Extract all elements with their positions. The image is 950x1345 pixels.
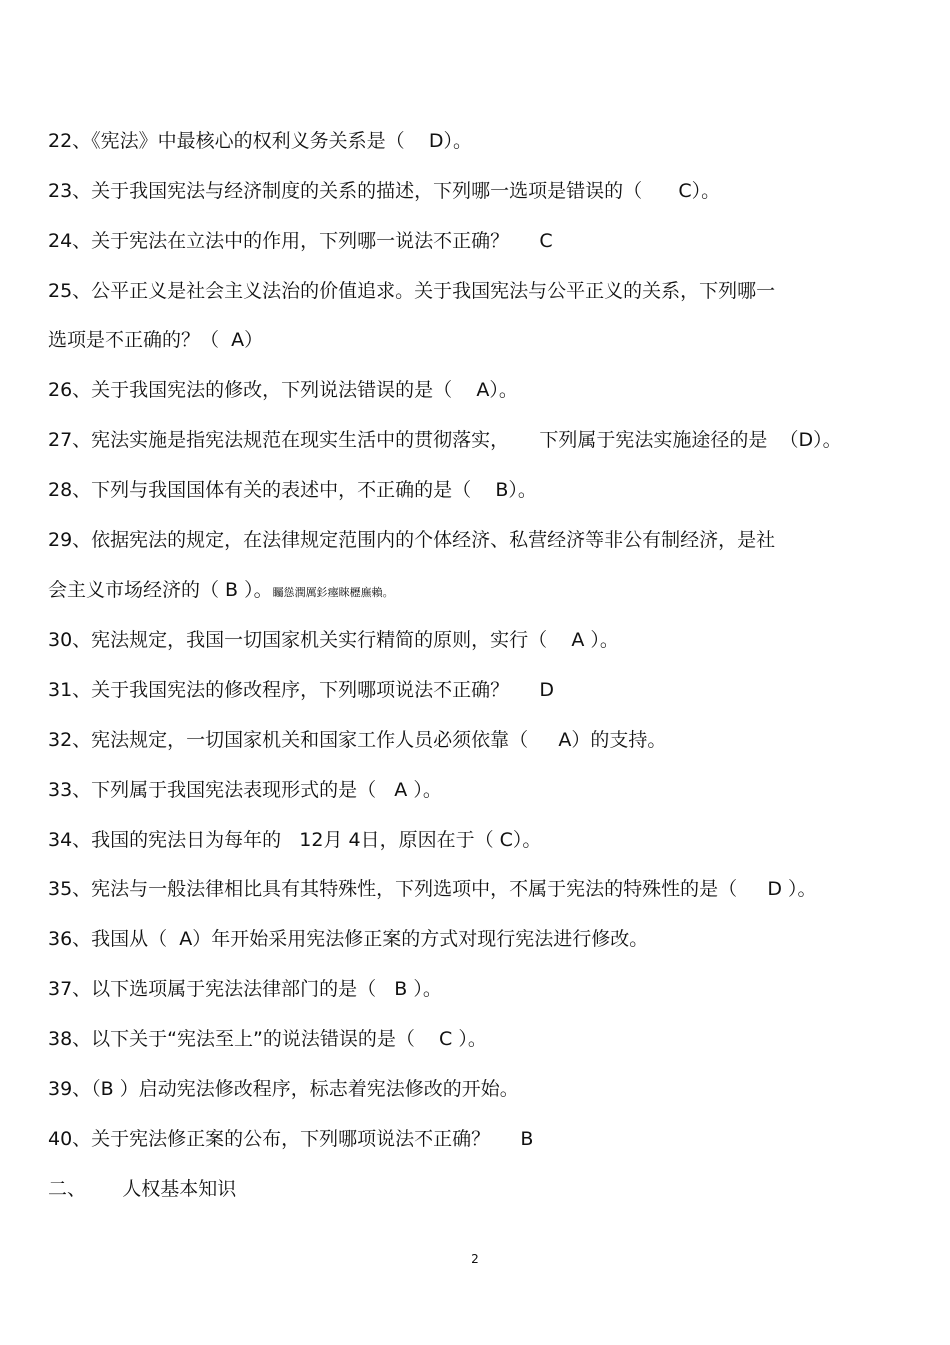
question-27: 27、宪法实施是指宪法规范在现实生活中的贯彻落实， 下列属于宪法实施途径的是 （D）。 (48, 429, 842, 451)
question-38: 38、以下关于“宪法至上”的说法错误的是（ C ）。 (48, 1028, 487, 1050)
question-29-text: 会主义市场经济的（ B ）。 (48, 579, 273, 601)
question-29-line-1: 29、依据宪法的规定，在法律规定范围内的个体经济、私营经济等非公有制经济，是社 (48, 529, 776, 551)
question-33: 33、下列属于我国宪法表现形式的是（ A ）。 (48, 779, 442, 801)
question-35: 35、宪法与一般法律相比具有其特殊性，下列选项中，不属于宪法的特殊性的是（ D ）。 (48, 878, 817, 900)
question-31: 31、关于我国宪法的修改程序，下列哪项说法不正确？ D (48, 679, 555, 701)
question-28: 28、下列与我国国体有关的表述中，不正确的是（ B）。 (48, 479, 537, 501)
question-26: 26、关于我国宪法的修改，下列说法错误的是（ A）。 (48, 379, 518, 401)
question-37: 37、以下选项属于宪法法律部门的是（ B ）。 (48, 978, 442, 1000)
question-23: 23、关于我国宪法与经济制度的关系的描述，下列哪一选项是错误的（ C）。 (48, 180, 721, 202)
section-heading: 二、 人权基本知识 (48, 1178, 237, 1200)
question-32: 32、宪法规定，一切国家机关和国家工作人员必须依靠（ A）的支持。 (48, 729, 667, 751)
question-40: 40、关于宪法修正案的公布，下列哪项说法不正确？ B (48, 1128, 534, 1150)
question-22: 22、《宪法》中最核心的权利义务关系是（ D）。 (48, 130, 472, 152)
question-29-line-2 (48, 577, 394, 606)
stray-text: 矚慫潤厲釤瘞睞櫪廡賴。 (272, 586, 394, 599)
question-34: 34、我国的宪法日为每年的 12月 4日，原因在于（ C）。 (48, 829, 542, 851)
page-number: 2 (471, 1252, 479, 1266)
question-36: 36、我国从（ A）年开始采用宪法修正案的方式对现行宪法进行修改。 (48, 928, 649, 950)
question-24: 24、关于宪法在立法中的作用，下列哪一说法不正确？ C (48, 230, 553, 252)
question-25-line-1: 25、公平正义是社会主义法治的价值追求。关于我国宪法与公平正义的关系，下列哪一 (48, 280, 776, 302)
question-25-line-2: 选项是不正确的？（ A） (48, 329, 264, 351)
question-30: 30、宪法规定，我国一切国家机关实行精简的原则，实行（ A ）。 (48, 629, 619, 651)
question-39: 39、（B ）启动宪法修改程序，标志着宪法修改的开始。 (48, 1078, 519, 1100)
